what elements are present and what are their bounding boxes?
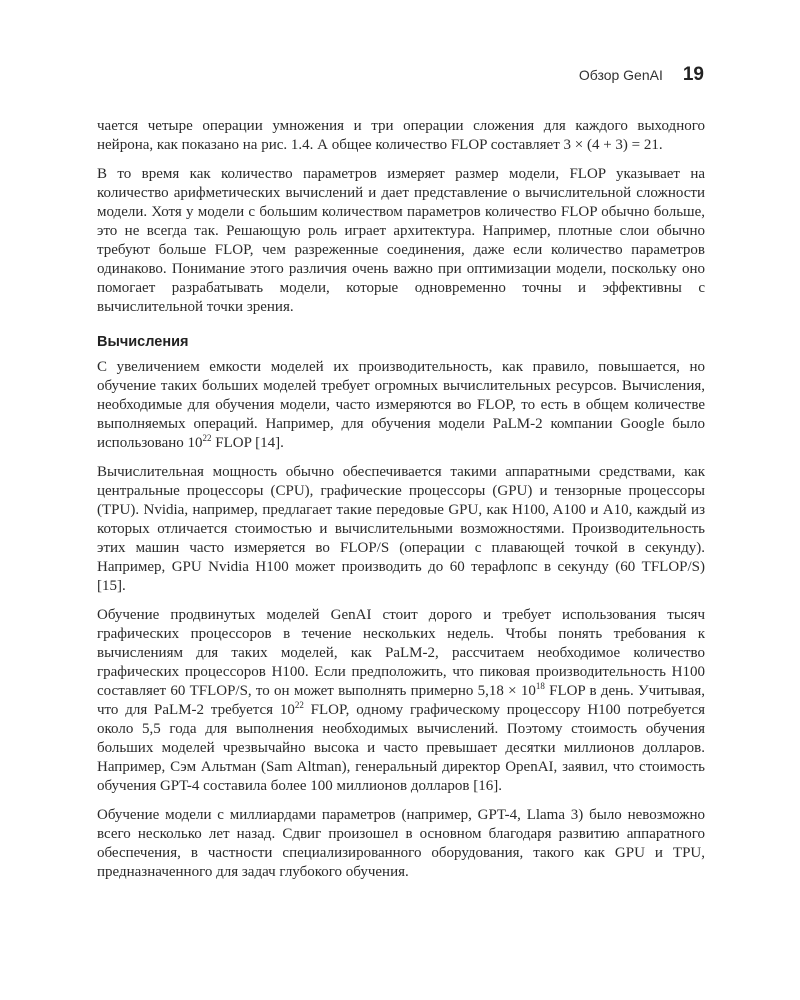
text-run: FLOP, одному графическому процессору H100 потребуется около 5,5 года для выполнения необходимых вычислений. Поэтому стоимость обучения больших моделей чрезвычайно высока и часто превышает десятки миллионов долларов. Например, Сэм Альтман (Sam Altman), генеральный директор OpenAI, заявил, что стоимость обучения GPT-4 составила более 100 миллионов долларов [16]. (97, 702, 705, 794)
superscript: 22 (294, 700, 304, 710)
body-text (97, 117, 705, 892)
text-run: С увеличением емкости моделей их производительность, как правило, повышается, но обучение таких больших моделей требует огромных вычислительных ресурсов. Вычисления, необходимые для обучения модели, часто измеряются во FLOP, то есть в общем количестве выполняемых операций. Например, для обучения модели PaLM-2 компании Google было использовано 10 (97, 359, 705, 451)
paragraph-compute-intro (97, 358, 705, 453)
running-head (579, 64, 704, 86)
paragraph-training-cost (97, 606, 705, 796)
text-run: Обучение продвинутых моделей GenAI стоит дорого и требует использования тысяч графических процессоров в течение нескольких недель. Чтобы понять требования к вычислениям для таких моделей, как PaLM-2, рассчитаем необходимое количество графических процессоров H100. Если предположить, что пиковая производительность H100 составляет 60 TFLOP/S, то он может выполнять примерно 5,18 × 10 (97, 607, 705, 699)
text-run: FLOP [14]. (211, 435, 284, 451)
chapter-title: Обзор GenAI (578, 67, 663, 83)
superscript: 18 (535, 681, 545, 691)
paragraph-continuation: чается четыре операции умножения и три операции сложения для каждого выходного нейрона, как показано на рис. 1.4. А общее количество FLOP составляет 3 × (4 + 3) = 21. (97, 118, 705, 153)
superscript: 22 (202, 433, 212, 443)
paragraph-hardware: Вычислительная мощность обычно обеспечивается такими аппаратными средствами, как центральные процессоры (CPU), графические процессоры (GPU) и тензорные процессоры (TPU). Nvidia, например, предлагает такие передовые GPU, как H100, A100 и A10, каждый из которых отличается стоимостью и вычислительными возможностями. Производительность этих машин часто измеряется во FLOP/S (операции с плавающей точкой в секунду). Например, GPU Nvidia H100 может производить до 60 терафлопс в секунду (60 TFLOP/S) [15]. (97, 464, 705, 594)
section-heading-compute: Вычисления (97, 334, 189, 350)
paragraph-hardware-shift: Обучение модели с миллиардами параметров (например, GPT-4, Llama 3) было невозможно всего несколько лет назад. Сдвиг произошел в основном благодаря развитию аппаратного обеспечения, в частности специализированного оборудования, такого как GPU и TPU, предназначенного для задач глубокого обучения. (97, 807, 705, 880)
paragraph-flop-vs-params: В то время как количество параметров измеряет размер модели, FLOP указывает на количество арифметических вычислений и дает представление о вычислительной сложности модели. Хотя у модели с большим количеством параметров количество FLOP обычно больше, это не всегда так. Решающую роль играет архитектура. Например, плотные слои обычно требуют больше FLOP, чем разреженные соединения, даже если количество параметров одинаково. Понимание этого различия очень важно при оптимизации модели, поскольку оно помогает разрабатывать модели, которые одновременно точны и эффективны с вычислительной точки зрения. (97, 166, 705, 315)
page-number: 19 (682, 64, 704, 85)
text-run: FLOP в день. Учитывая, что для PaLM-2 требуется 10 (97, 683, 705, 718)
